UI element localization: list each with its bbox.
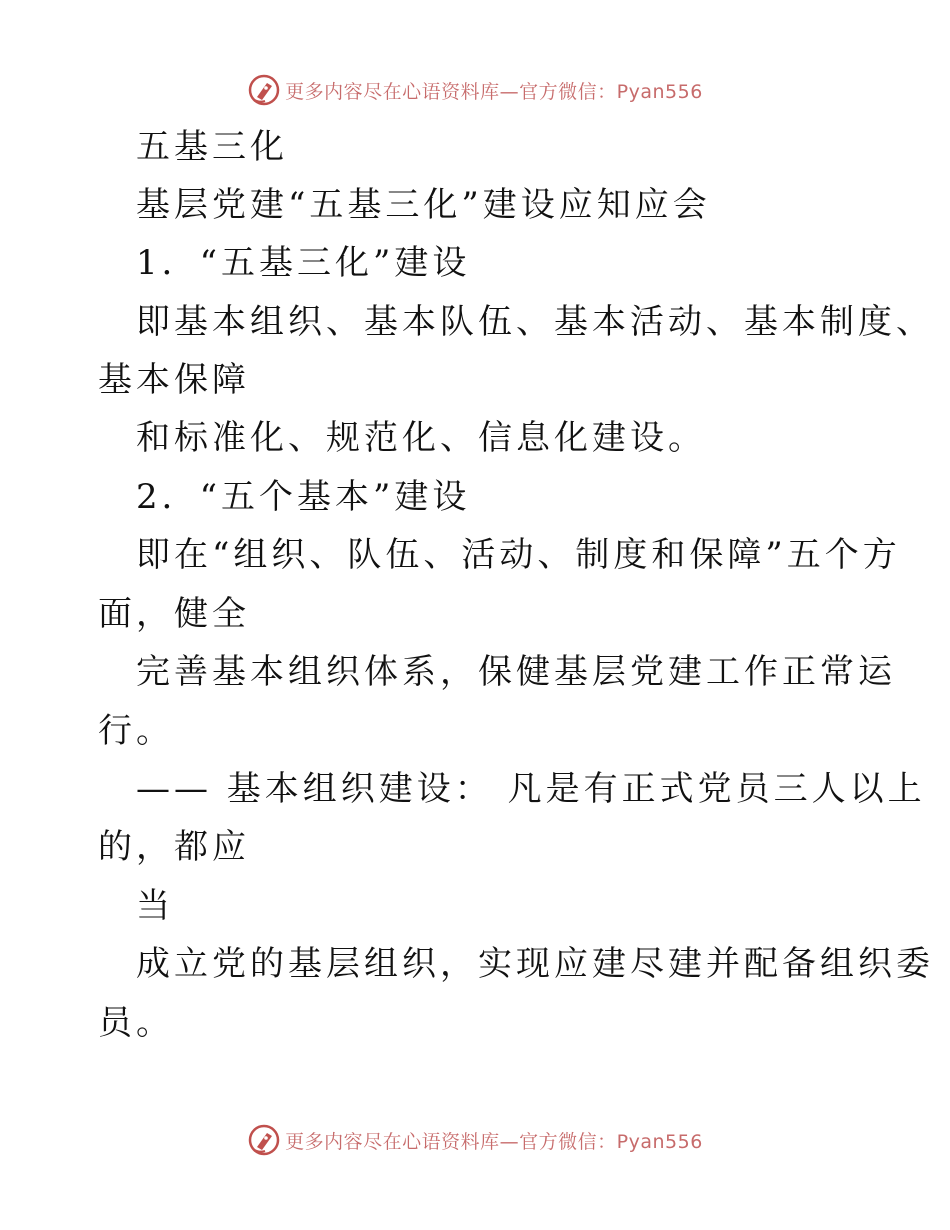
watermark-text: 更多内容尽在心语资料库—官方微信：Pyan556 bbox=[285, 80, 703, 103]
paragraph-line: 的，都应 bbox=[98, 827, 250, 867]
pen-nib-logo-icon bbox=[247, 73, 281, 107]
paragraph-line: 即在“组织、队伍、活动、制度和保障”五个方 bbox=[136, 535, 901, 575]
paragraph-line: 面，健全 bbox=[98, 594, 250, 634]
header-watermark bbox=[0, 70, 950, 110]
footer-watermark bbox=[0, 1120, 950, 1160]
paragraph-line: 即基本组织、基本队伍、基本活动、基本制度、 bbox=[136, 302, 934, 342]
document-title: 五基三化 bbox=[136, 127, 288, 167]
paragraph-line: 成立党的基层组织，实现应建尽建并配备组织委 bbox=[136, 944, 934, 984]
watermark-text: 更多内容尽在心语资料库—官方微信：Pyan556 bbox=[285, 1130, 703, 1153]
paragraph-line: 当 bbox=[136, 886, 174, 926]
paragraph-line: 和标准化、规范化、信息化建设。 bbox=[136, 418, 706, 458]
document-subtitle: 基层党建“五基三化”建设应知应会 bbox=[136, 185, 711, 225]
pen-nib-logo-icon bbox=[247, 1123, 281, 1157]
paragraph-line: 员。 bbox=[98, 1003, 174, 1043]
paragraph-line: —— 基本组织建设： 凡是有正式党员三人以上 bbox=[136, 769, 926, 809]
paragraph-line: 完善基本组织体系，保健基层党建工作正常运 bbox=[136, 652, 896, 692]
section-heading-1: 1．“五基三化”建设 bbox=[136, 243, 471, 283]
section-heading-2: 2．“五个基本”建设 bbox=[136, 477, 471, 517]
paragraph-line: 行。 bbox=[98, 711, 174, 751]
paragraph-line: 基本保障 bbox=[98, 360, 250, 400]
